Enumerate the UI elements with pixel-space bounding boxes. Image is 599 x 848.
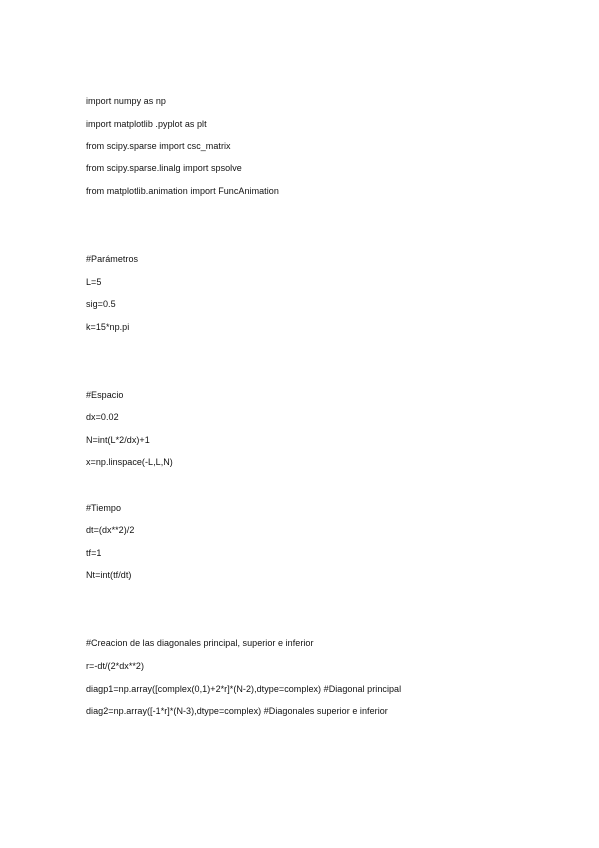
code-line-k: k=15*np.pi [86,322,130,332]
code-line-x: x=np.linspace(-L,L,N) [86,457,173,467]
code-line-import-matplotlib: import matplotlib .pyplot as plt [86,119,207,129]
code-line-r: r=-dt/(2*dx**2) [86,661,145,671]
code-line-nt: Nt=int(tf/dt) [86,570,132,580]
code-comment-espacio: #Espacio [86,390,124,400]
code-comment-parametros: #Parámetros [86,254,139,264]
code-comment-diagonales: #Creacion de las diagonales principal, superior e inferior [86,638,314,648]
code-line-l: L=5 [86,277,102,287]
code-line-diagp1: diagp1=np.array([complex(0,1)+2*r]*(N-2),dtype=complex) #Diagonal principal [86,684,402,694]
code-line-import-funcanimation: from matplotlib.animation import FuncAnimation [86,186,279,196]
code-comment-tiempo: #Tiempo [86,503,122,513]
code-line-n: N=int(L*2/dx)+1 [86,435,150,445]
code-line-import-spsolve: from scipy.sparse.linalg import spsolve [86,163,242,173]
code-line-sig: sig=0.5 [86,299,116,309]
code-line-import-csc-matrix: from scipy.sparse import csc_matrix [86,141,231,151]
code-line-dx: dx=0.02 [86,412,119,422]
code-line-diag2: diag2=np.array([-1*r]*(N-3),dtype=complex) #Diagonales superior e inferior [86,706,388,716]
code-line-import-numpy: import numpy as np [86,96,166,106]
code-line-dt: dt=(dx**2)/2 [86,525,135,535]
code-line-tf: tf=1 [86,548,102,558]
